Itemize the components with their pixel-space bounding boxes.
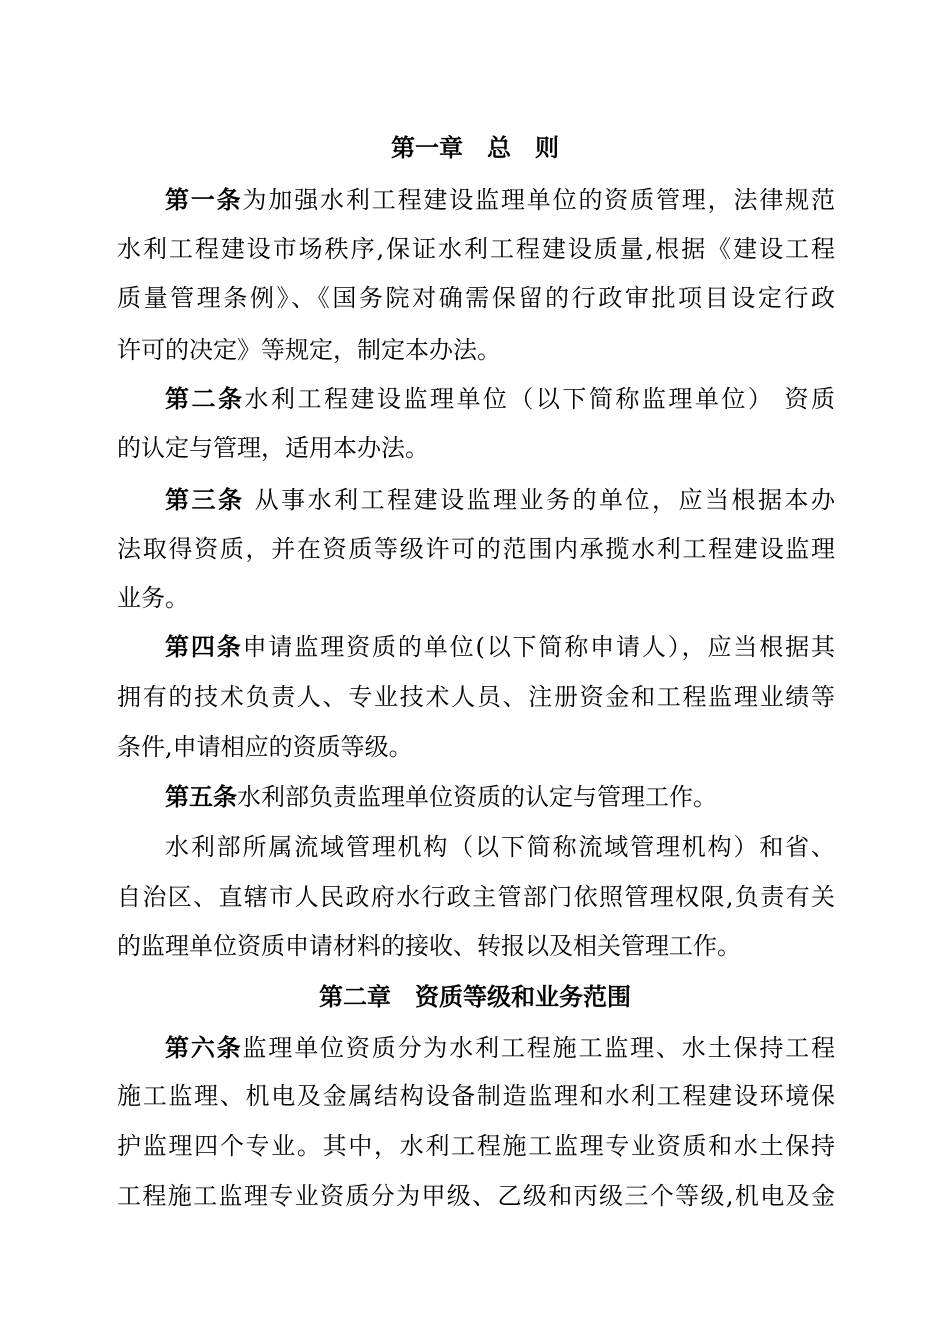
article-6-text-1: 监理单位资质分为水利工程施工监理、水土保持工程 (242, 1034, 836, 1062)
article-3-label: 第三条 (165, 486, 245, 514)
article-4-line-1 (165, 632, 835, 662)
article-1-line-4: 许可的决定》等规定，制定本办法。 (117, 336, 501, 364)
article-5-para-2-line-2: 自治区、直辖市人民政府水行政主管部门依照管理权限,负责有关 (117, 883, 835, 911)
article-3-line-3: 业务。 (117, 584, 189, 612)
article-5-line-1 (165, 782, 835, 812)
article-1-label: 第一条 (165, 186, 243, 214)
article-3-line-2: 法取得资质，并在资质等级许可的范围内承揽水利工程建设监理 (117, 535, 835, 563)
article-1-line-3: 质量管理条例》、《国务院对确需保留的行政审批项目设定行政 (117, 284, 835, 312)
article-4-line-2: 拥有的技术负责人、专业技术人员、注册资金和工程监理业绩等 (117, 683, 835, 711)
article-4-line-3: 条件,申请相应的资质等级。 (117, 733, 413, 761)
article-5-para-2-line-1: 水利部所属流域管理机构（以下简称流域管理机构）和省、 (165, 833, 835, 861)
article-4-text-1: 申请监理资质的单位(以下简称申请人），应当根据其 (242, 633, 836, 661)
article-2-label: 第二条 (165, 385, 245, 413)
article-6-line-3: 护监理四个专业。其中，水利工程施工监理专业资质和水土保持 (117, 1132, 835, 1160)
article-3-text-1: 从事水利工程建设监理业务的单位，应当根据本办 (244, 486, 835, 514)
article-1-text-1: 为加强水利工程建设监理单位的资质管理，法律规范 (242, 186, 836, 214)
chapter-1-heading: 第一章 总 则 (391, 134, 559, 162)
article-2-line-2: 的认定与管理，适用本办法。 (117, 434, 429, 462)
article-6-label: 第六条 (165, 1034, 243, 1062)
article-5-para-2-line-3: 的监理单位资质申请材料的接收、转报以及相关管理工作。 (117, 932, 741, 960)
article-5-text-1: 水利部负责监理单位资质的认定与管理工作。 (237, 783, 717, 811)
chapter-2-heading: 第二章 资质等级和业务范围 (319, 983, 631, 1011)
article-4-label: 第四条 (165, 633, 243, 661)
article-3-line-1 (165, 485, 835, 515)
article-1-line-2: 水利工程建设市场秩序,保证水利工程建设质量,根据《建设工程 (117, 235, 835, 263)
article-6-line-1 (165, 1033, 835, 1063)
article-2-line-1 (165, 384, 835, 414)
article-5-label: 第五条 (165, 783, 237, 811)
article-6-line-2: 施工监理、机电及金属结构设备制造监理和水利工程建设环境保 (117, 1082, 835, 1110)
article-2-text-1: 水利工程建设监理单位（以下简称监理单位） 资质 (244, 385, 835, 413)
article-6-line-4: 工程施工监理专业资质分为甲级、乙级和丙级三个等级,机电及金 (117, 1182, 835, 1210)
article-1-line-1 (165, 185, 835, 215)
